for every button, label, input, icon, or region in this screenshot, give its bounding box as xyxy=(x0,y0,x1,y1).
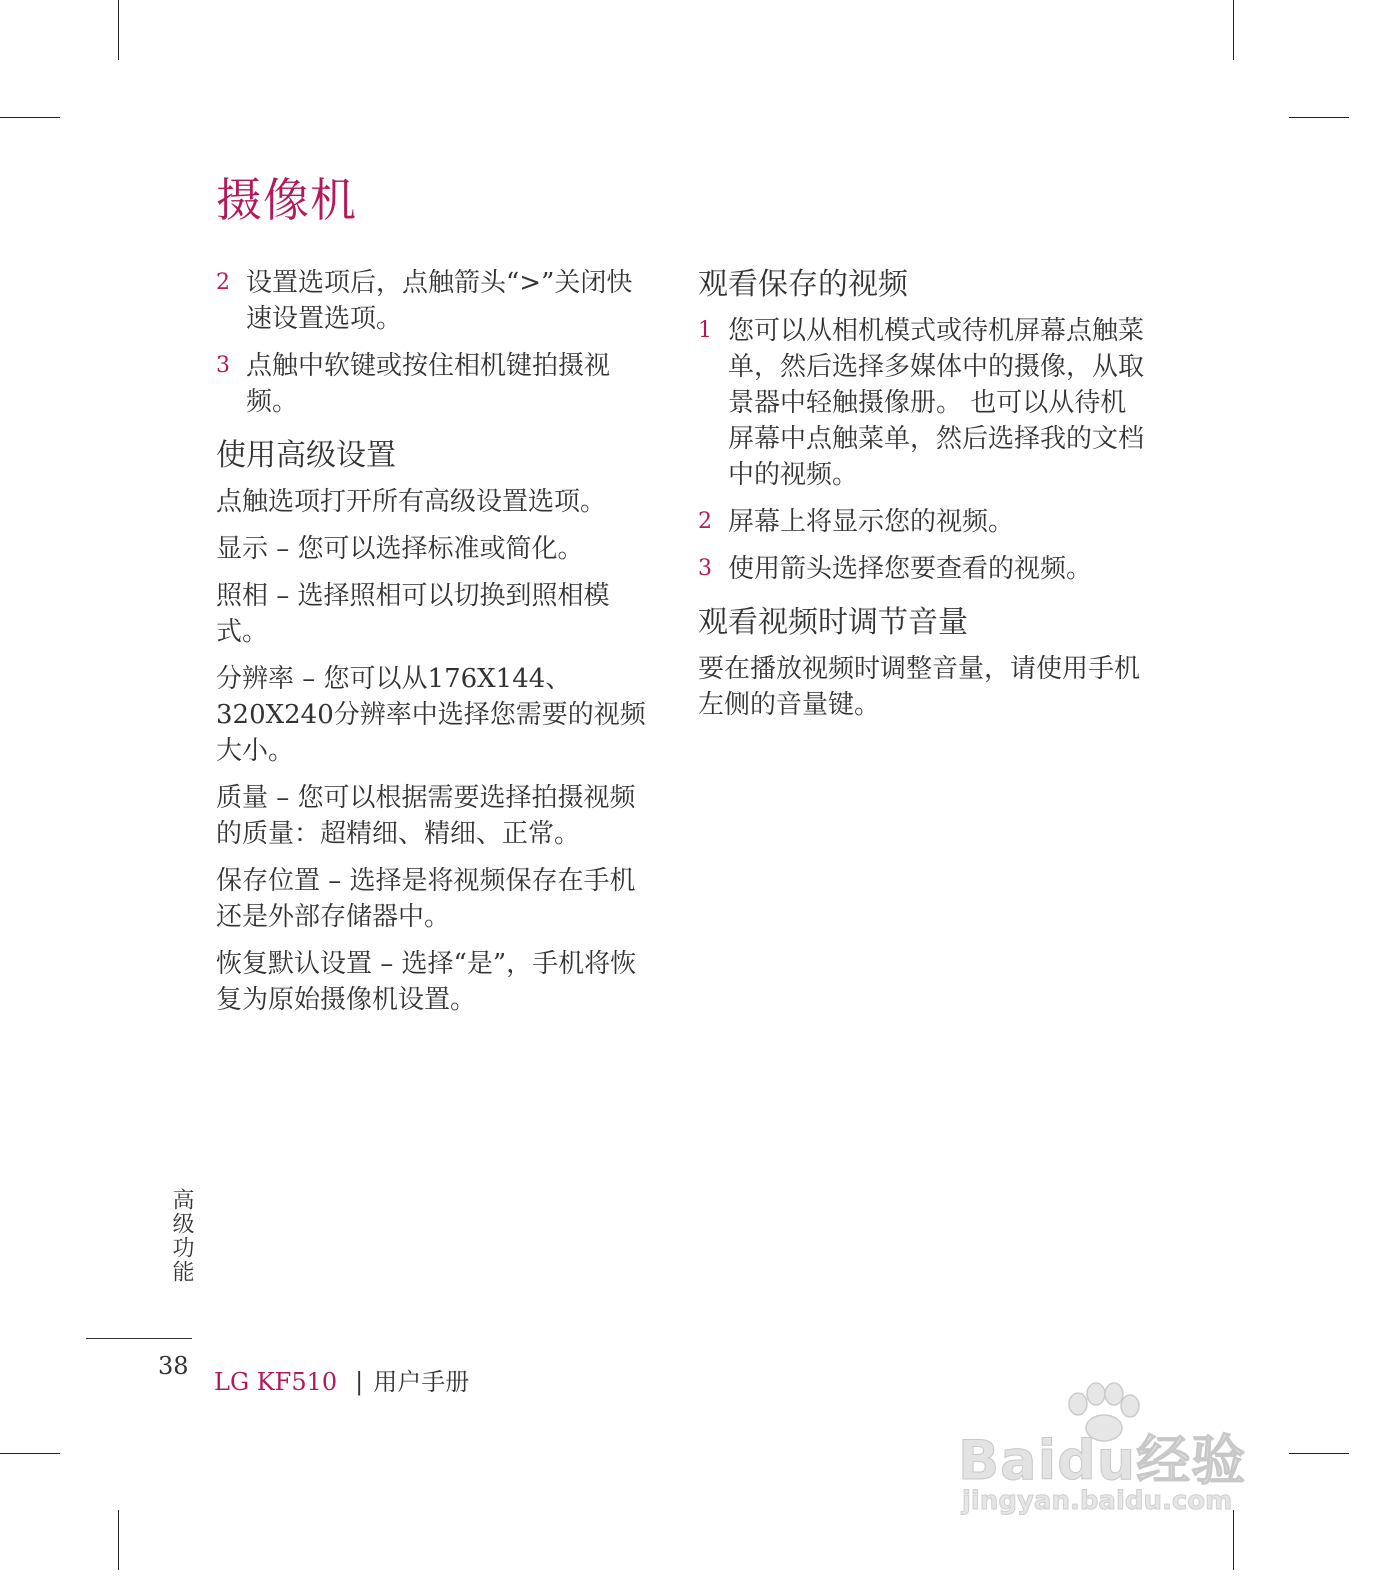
footer xyxy=(214,1362,469,1397)
step-number: 2 xyxy=(698,509,712,534)
paragraph: 要在播放视频时调整音量，请使用手机左侧的音量键。 xyxy=(698,654,1141,720)
step-item xyxy=(216,348,654,420)
page-title: 摄像机 xyxy=(216,173,357,227)
page-number: 38 xyxy=(158,1352,189,1380)
crop-mark xyxy=(1289,117,1349,118)
crop-mark xyxy=(1289,1453,1349,1454)
crop-mark xyxy=(1233,1510,1234,1570)
step-text: 设置选项后，点触箭头“>”关闭快速设置选项。 xyxy=(246,268,633,334)
crop-mark xyxy=(1233,0,1234,60)
footer-manual: 用户手册 xyxy=(373,1368,470,1396)
step-text: 点触中软键或按住相机键拍摄视频。 xyxy=(246,351,611,417)
section-heading: 使用高级设置 xyxy=(216,438,396,473)
step-item xyxy=(698,551,1148,587)
crop-mark xyxy=(0,1453,60,1454)
step-text: 屏幕上将显示您的视频。 xyxy=(728,507,1015,537)
step-number: 3 xyxy=(216,353,230,378)
paragraph: 点触选项打开所有高级设置选项。 xyxy=(216,487,607,517)
footer-brand: LG KF510 xyxy=(214,1368,338,1396)
paragraph: 显示 – 您可以选择标准或简化。 xyxy=(216,534,584,564)
footer-separator: | xyxy=(355,1368,364,1396)
paragraph: 分辨率 – 您可以从176X144、320X240分辨率中选择您需要的视频大小。 xyxy=(216,664,646,766)
section-heading: 观看视频时调节音量 xyxy=(698,605,968,640)
step-text: 您可以从相机模式或待机屏幕点触菜单，然后选择多媒体中的摄像，从取景器中轻触摄像册。 也可以从待机屏幕中点触菜单，然后选择我的文档中的视频。 xyxy=(728,316,1145,490)
crop-mark xyxy=(0,117,60,118)
watermark-logo: Baidu经验 xyxy=(958,1429,1247,1492)
step-number: 2 xyxy=(216,270,230,295)
paragraph: 保存位置 – 选择是将视频保存在手机还是外部存储器中。 xyxy=(216,866,636,932)
right-column xyxy=(698,265,1148,734)
paragraph: 质量 – 您可以根据需要选择拍摄视频的质量：超精细、精细、正常。 xyxy=(216,783,636,849)
section-heading: 观看保存的视频 xyxy=(698,267,908,302)
watermark-url: jingyan.baidu.com xyxy=(962,1486,1233,1516)
step-item xyxy=(698,504,1148,540)
crop-mark xyxy=(118,1510,119,1570)
step-text: 使用箭头选择您要查看的视频。 xyxy=(728,554,1093,584)
left-column xyxy=(216,265,654,1029)
paragraph: 恢复默认设置 – 选择“是”，手机将恢复为原始摄像机设置。 xyxy=(216,949,637,1015)
step-item xyxy=(216,265,654,337)
step-number: 3 xyxy=(698,556,712,581)
step-item xyxy=(698,313,1148,493)
step-number: 1 xyxy=(698,318,712,343)
baidu-watermark xyxy=(958,1382,1272,1517)
crop-mark xyxy=(118,0,119,60)
paragraph: 照相 – 选择照相可以切换到照相模式。 xyxy=(216,581,610,647)
footer-rule xyxy=(86,1338,192,1339)
chapter-tab: 高级功能 xyxy=(169,1188,194,1284)
